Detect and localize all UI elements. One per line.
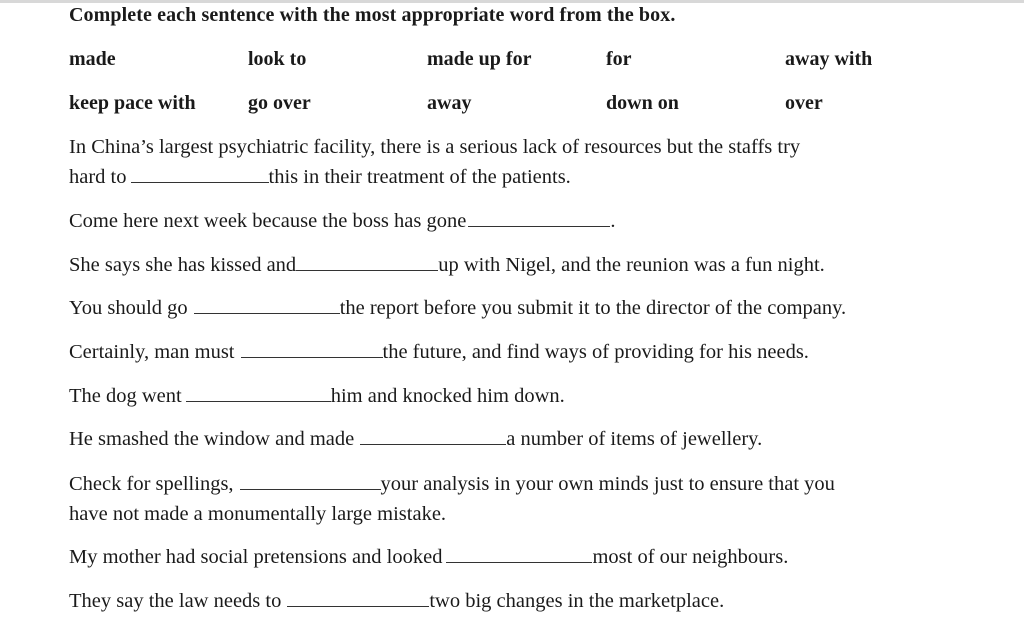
question-1-line-1: In China’s largest psychiatric facility, there is a serious lack of resources but the staffs try <box>69 136 801 158</box>
question-text: two big changes in the marketplace. <box>429 590 725 612</box>
question-1-line-2 <box>69 162 571 192</box>
question-4 <box>69 293 846 323</box>
answer-blank[interactable] <box>186 387 331 402</box>
question-text: She says she has kissed and <box>69 254 297 276</box>
question-text: . <box>610 210 616 232</box>
question-10 <box>69 586 724 616</box>
question-8-line-2: have not made a monumentally large mistake. <box>69 503 447 525</box>
word-option: look to <box>248 48 307 70</box>
answer-blank[interactable] <box>360 430 506 445</box>
question-8-line-1 <box>69 469 835 499</box>
question-text: a number of items of jewellery. <box>506 428 763 450</box>
word-option: for <box>606 48 632 70</box>
question-text: most of our neighbours. <box>592 546 789 568</box>
question-text: My mother had social pretensions and looked <box>69 546 443 568</box>
instruction-heading: Complete each sentence with the most appropriate word from the box. <box>69 4 676 26</box>
word-option: over <box>785 92 823 114</box>
word-option: keep pace with <box>69 92 196 114</box>
answer-blank[interactable] <box>194 299 340 314</box>
answer-blank[interactable] <box>240 475 381 490</box>
question-5 <box>69 337 809 367</box>
question-text: up with Nigel, and the reunion was a fun night. <box>438 254 825 276</box>
question-text: Certainly, man must <box>69 341 235 363</box>
answer-blank[interactable] <box>296 256 438 271</box>
word-option: away <box>427 92 472 114</box>
answer-blank[interactable] <box>446 548 592 563</box>
question-text: Come here next week because the boss has gone <box>69 210 467 232</box>
word-option: down on <box>606 92 679 114</box>
question-2 <box>69 206 615 236</box>
word-option: made <box>69 48 116 70</box>
question-7 <box>69 424 762 454</box>
answer-blank[interactable] <box>241 343 383 358</box>
question-text: the report before you submit it to the director of the company. <box>339 297 847 319</box>
word-option: away with <box>785 48 873 70</box>
question-text: this in their treatment of the patients. <box>268 166 571 188</box>
question-9 <box>69 542 788 572</box>
question-text: The dog went <box>69 385 182 407</box>
answer-blank[interactable] <box>468 212 610 227</box>
question-text: He smashed the window and made <box>69 428 355 450</box>
word-option: made up for <box>427 48 532 70</box>
question-text: Check for spellings, <box>69 473 234 495</box>
question-text: the future, and find ways of providing for his needs. <box>382 341 809 363</box>
question-3 <box>69 250 825 280</box>
question-text: You should go <box>69 297 188 319</box>
question-text: him and knocked him down. <box>330 385 565 407</box>
question-text: hard to <box>69 166 127 188</box>
question-6 <box>69 381 565 411</box>
answer-blank[interactable] <box>287 592 429 607</box>
question-text: They say the law needs to <box>69 590 282 612</box>
question-text: your analysis in your own minds just to ensure that you <box>380 473 835 495</box>
answer-blank[interactable] <box>131 168 269 183</box>
word-option: go over <box>248 92 311 114</box>
